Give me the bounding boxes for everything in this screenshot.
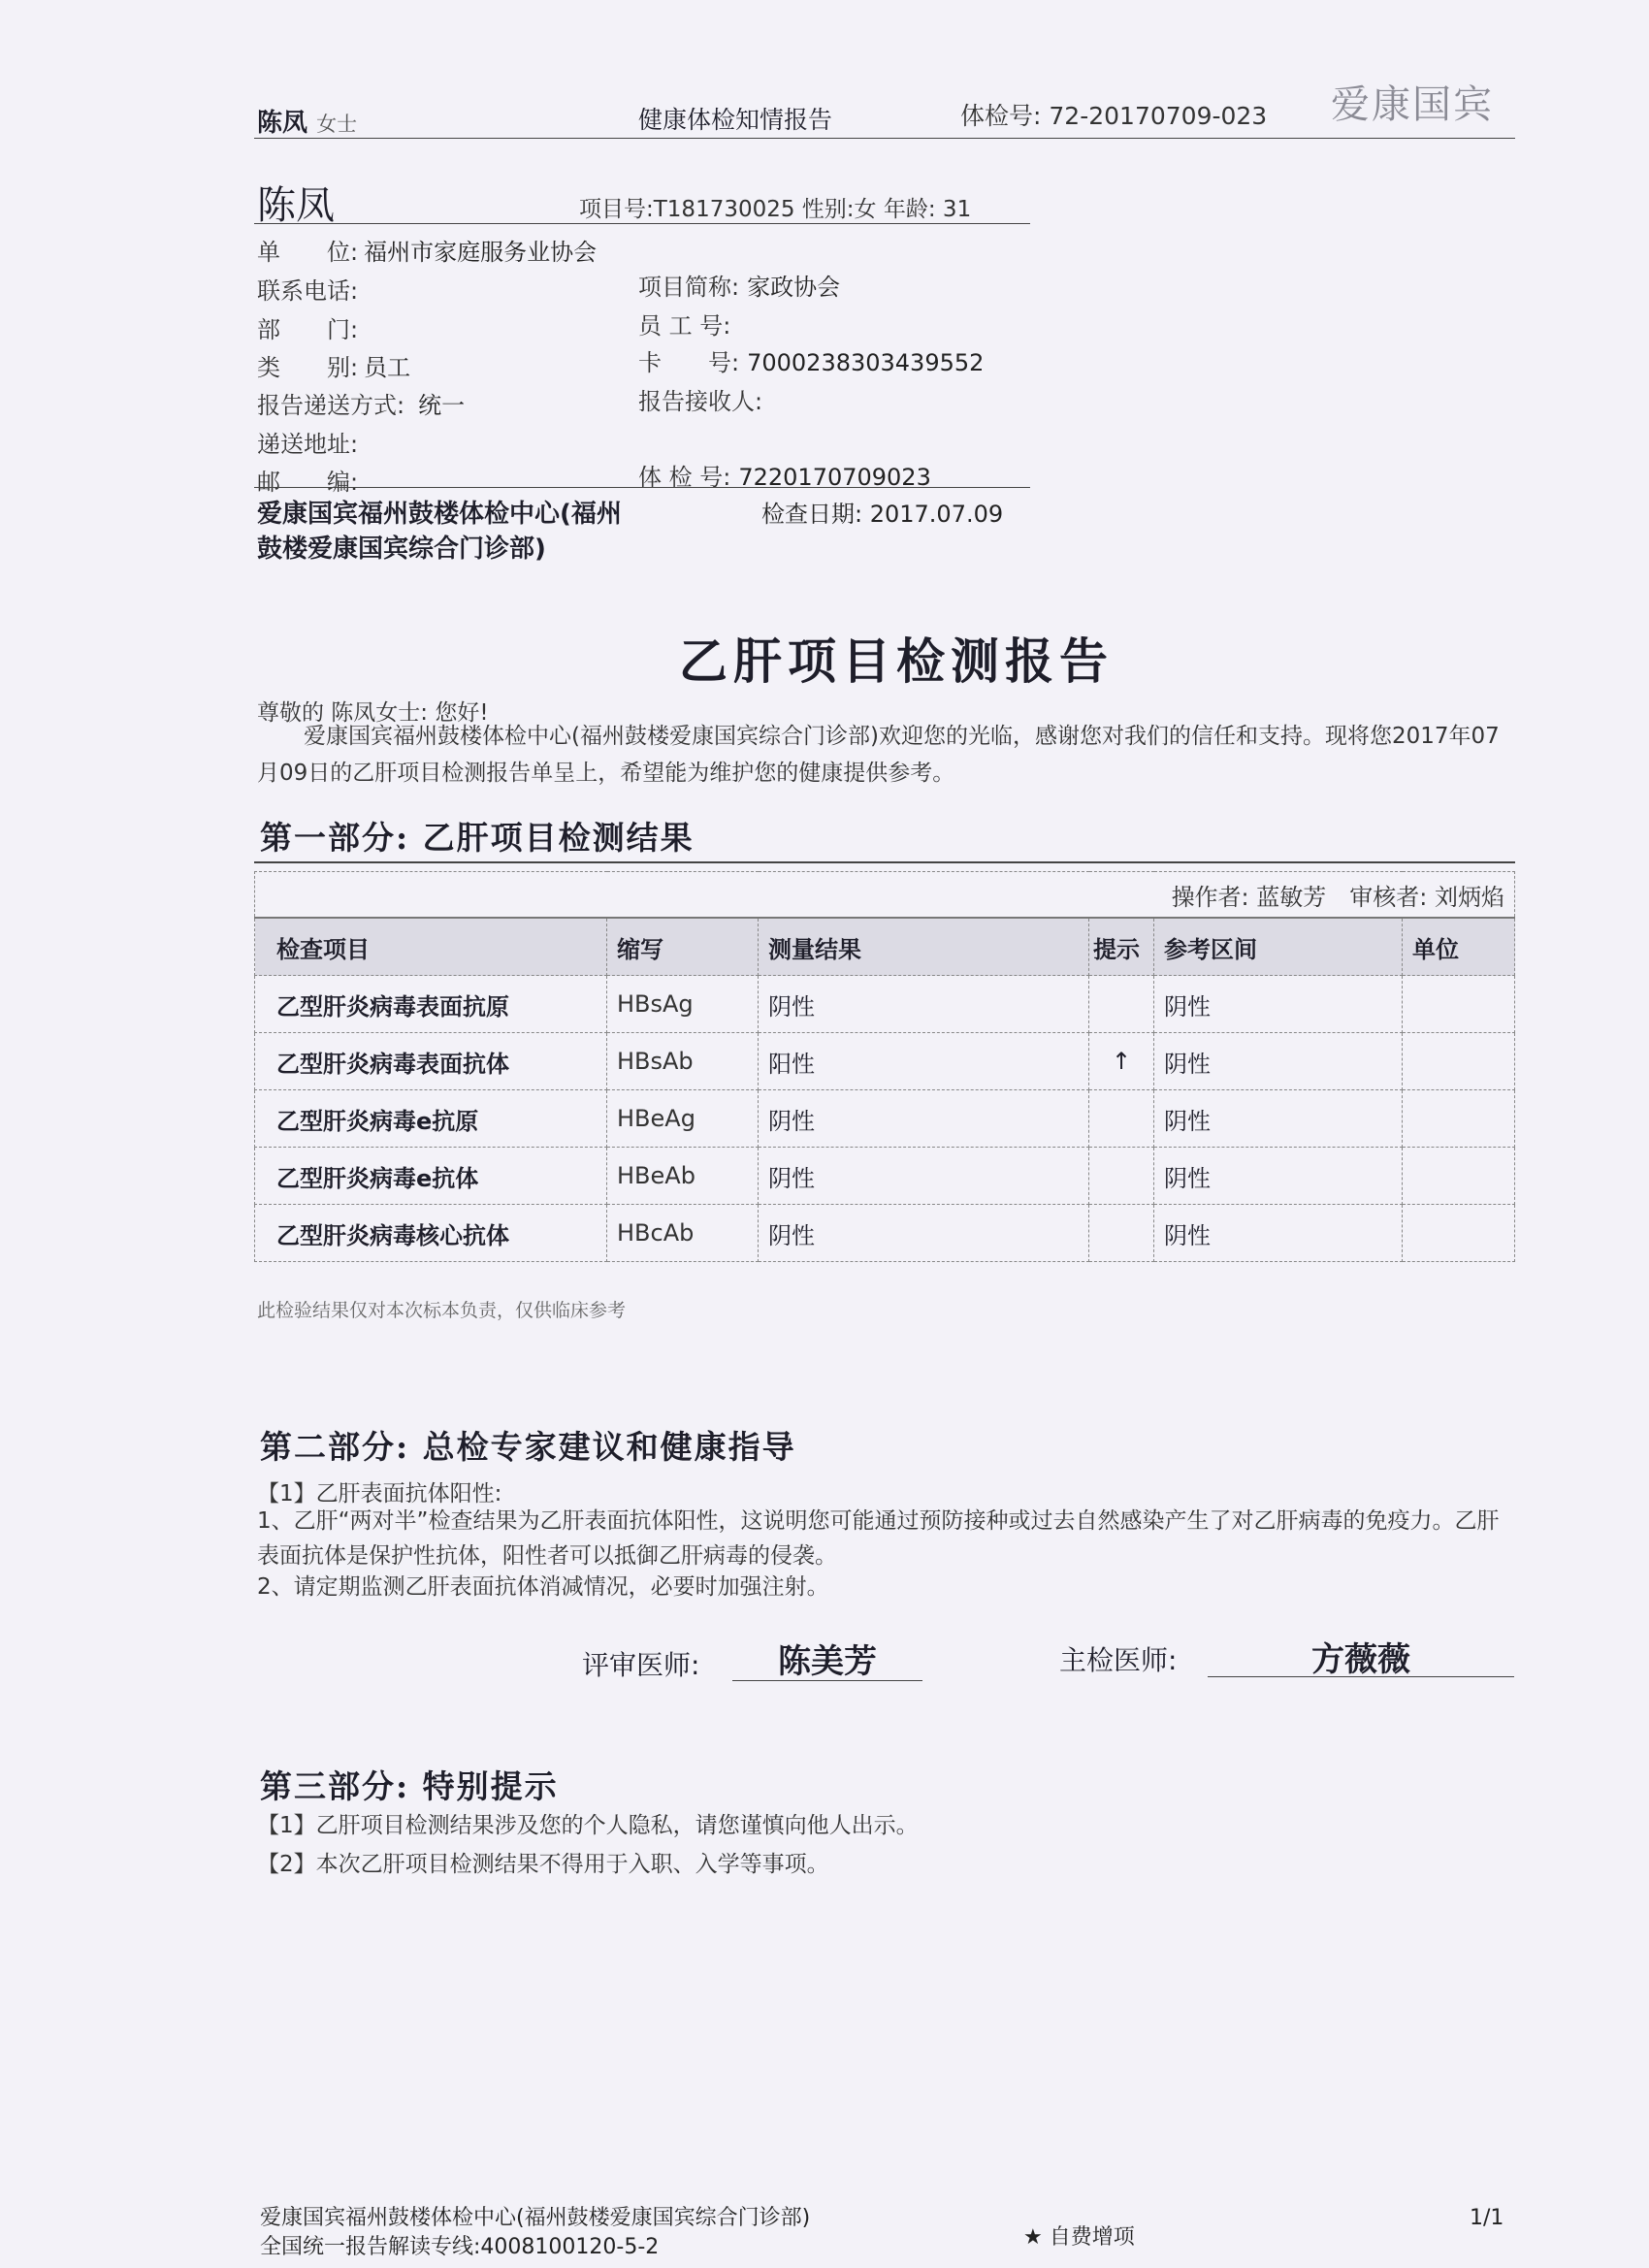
- greeting-salutation: 尊敬的 陈凤女士: 您好!: [257, 700, 489, 726]
- advice-line-1: 1、乙肝“两对半”检查结果为乙肝表面抗体阳性，这说明您可能通过预防接种或过去自然感染产生了对乙肝病毒的免疫力。乙肝表面抗体是保护性抗体，阳性者可以抵御乙肝病毒的侵袭。: [257, 1508, 1500, 1569]
- cell-result: 阴性: [759, 1205, 1089, 1262]
- cell-ref: 阴性: [1154, 1033, 1403, 1090]
- field-receiver: 报告接收人:: [638, 388, 763, 415]
- exam-date: 检查日期: 2017.07.09: [761, 501, 1004, 528]
- cell-result: 阳性: [759, 1033, 1089, 1090]
- info-bottom-divider: [254, 487, 1030, 488]
- table-row: [255, 1148, 1515, 1205]
- cell-ref: 阴性: [1154, 1090, 1403, 1148]
- advice-line-2: 2、请定期监测乙肝表面抗体消减情况，必要时加强注射。: [257, 1574, 829, 1600]
- field-unit: 单 位: 福州市家庭服务业协会: [257, 239, 598, 266]
- patient-name: 陈凤: [257, 183, 335, 228]
- reviewer-signature: 陈美芳: [778, 1642, 877, 1681]
- brand-logo: 爱康国宾: [1331, 82, 1494, 127]
- header-patient-name: 陈凤: [257, 109, 308, 138]
- greeting-body: 爱康国宾福州鼓楼体检中心(福州鼓楼爱康国宾综合门诊部)欢迎您的光临，感谢您对我们的信任和支持。现将您2017年07月09日的乙肝项目检测报告单呈上，希望能为维护您的健康提供参考。: [257, 724, 1500, 786]
- table-row: [255, 1205, 1515, 1262]
- chief-label: 主检医师:: [1059, 1644, 1178, 1676]
- cell-hint: [1089, 1148, 1154, 1205]
- field-employee-no: 员 工 号:: [638, 312, 731, 340]
- col-ref: 参考区间: [1154, 918, 1403, 976]
- field-project-short: 项目简称: 家政协会: [638, 274, 841, 301]
- col-result: 测量结果: [759, 918, 1089, 976]
- field-address: 递送地址:: [257, 431, 359, 458]
- cell-unit: [1403, 1205, 1515, 1262]
- footer-self-pay: ★ 自费增项: [1023, 2225, 1135, 2250]
- notice-item: 【1】乙肝项目检测结果涉及您的个人隐私，请您谨慎向他人出示。: [257, 1813, 919, 1838]
- reviewer-label: 评审医师:: [582, 1649, 700, 1681]
- cell-hint: ↑: [1089, 1033, 1154, 1090]
- header-patient-title: 女士: [316, 113, 358, 136]
- part1-title: 第一部分: 乙肝项目检测结果: [260, 819, 695, 857]
- part3-title: 第三部分: 特别提示: [260, 1767, 559, 1805]
- cell-abbr: HBsAg: [607, 976, 759, 1033]
- header-exam-no-value: 72-20170709-023: [1049, 102, 1268, 130]
- cell-item: 乙型肝炎病毒表面抗原: [255, 976, 607, 1033]
- cell-item: 乙型肝炎病毒表面抗体: [255, 1033, 607, 1090]
- col-hint: 提示: [1089, 918, 1154, 976]
- results-note: 此检验结果仅对本次标本负责，仅供临床参考: [257, 1300, 627, 1321]
- cell-hint: [1089, 1205, 1154, 1262]
- col-abbr: 缩写: [607, 918, 759, 976]
- cell-ref: 阴性: [1154, 1205, 1403, 1262]
- cell-result: 阴性: [759, 976, 1089, 1033]
- notice-item: 【2】本次乙肝项目检测结果不得用于入职、入学等事项。: [257, 1852, 829, 1877]
- footer-hotline: 全国统一报告解读专线:4008100120-5-2: [260, 2235, 660, 2259]
- field-postcode: 邮 编:: [257, 469, 359, 496]
- chief-signature-line: [1208, 1676, 1514, 1677]
- report-title: 健康体检知情报告: [638, 106, 833, 134]
- cell-item: 乙型肝炎病毒核心抗体: [255, 1205, 607, 1262]
- cell-unit: [1403, 976, 1515, 1033]
- field-exam-no: 体 检 号: 7220170709023: [638, 464, 931, 491]
- col-unit: 单位: [1403, 918, 1515, 976]
- exam-center-name: 爱康国宾福州鼓楼体检中心(福州鼓楼爱康国宾综合门诊部): [257, 500, 622, 564]
- part2-title: 第二部分: 总检专家建议和健康指导: [260, 1428, 796, 1466]
- header-divider: [254, 138, 1515, 139]
- chief-signature: 方薇薇: [1311, 1640, 1410, 1679]
- field-department: 部 门:: [257, 316, 359, 343]
- operators-row: [255, 872, 1515, 919]
- footer-page-number: 1/1: [1470, 2206, 1504, 2230]
- field-phone: 联系电话:: [257, 277, 359, 305]
- cell-abbr: HBsAb: [607, 1033, 759, 1090]
- cell-ref: 阴性: [1154, 976, 1403, 1033]
- document-title: 乙肝项目检测报告: [679, 632, 1114, 690]
- header-exam-no: [960, 97, 1267, 132]
- cell-hint: [1089, 1090, 1154, 1148]
- field-category: 类 别: 员工: [257, 354, 411, 381]
- field-delivery: 报告递送方式: 统一: [257, 392, 466, 419]
- cell-unit: [1403, 1148, 1515, 1205]
- part1-divider: [254, 861, 1515, 863]
- cell-unit: [1403, 1033, 1515, 1090]
- field-card-no: 卡 号: 7000238303439552: [638, 349, 985, 376]
- table-header-row: [255, 918, 1515, 976]
- col-item: 检查项目: [255, 918, 607, 976]
- table-row: [255, 976, 1515, 1033]
- results-table: [254, 871, 1515, 1262]
- header-exam-no-label: 体检号:: [960, 102, 1042, 130]
- cell-abbr: HBeAg: [607, 1090, 759, 1148]
- cell-ref: 阴性: [1154, 1148, 1403, 1205]
- cell-unit: [1403, 1090, 1515, 1148]
- header-patient: [257, 103, 357, 139]
- table-row: [255, 1033, 1515, 1090]
- info-top-divider: [254, 223, 1030, 224]
- cell-abbr: HBeAb: [607, 1148, 759, 1205]
- cell-item: 乙型肝炎病毒e抗体: [255, 1148, 607, 1205]
- operators: 操作者: 蓝敏芳 审核者: 刘炳焰: [255, 872, 1515, 919]
- cell-result: 阴性: [759, 1148, 1089, 1205]
- footer-center: 爱康国宾福州鼓楼体检中心(福州鼓楼爱康国宾综合门诊部): [260, 2206, 811, 2230]
- cell-result: 阴性: [759, 1090, 1089, 1148]
- cell-abbr: HBcAb: [607, 1205, 759, 1262]
- reviewer-signature-line: [732, 1680, 922, 1681]
- project-meta: 项目号:T181730025 性别:女 年龄: 31: [579, 197, 972, 222]
- table-row: [255, 1090, 1515, 1148]
- advice-heading: 【1】乙肝表面抗体阳性:: [257, 1481, 502, 1507]
- cell-item: 乙型肝炎病毒e抗原: [255, 1090, 607, 1148]
- cell-hint: [1089, 976, 1154, 1033]
